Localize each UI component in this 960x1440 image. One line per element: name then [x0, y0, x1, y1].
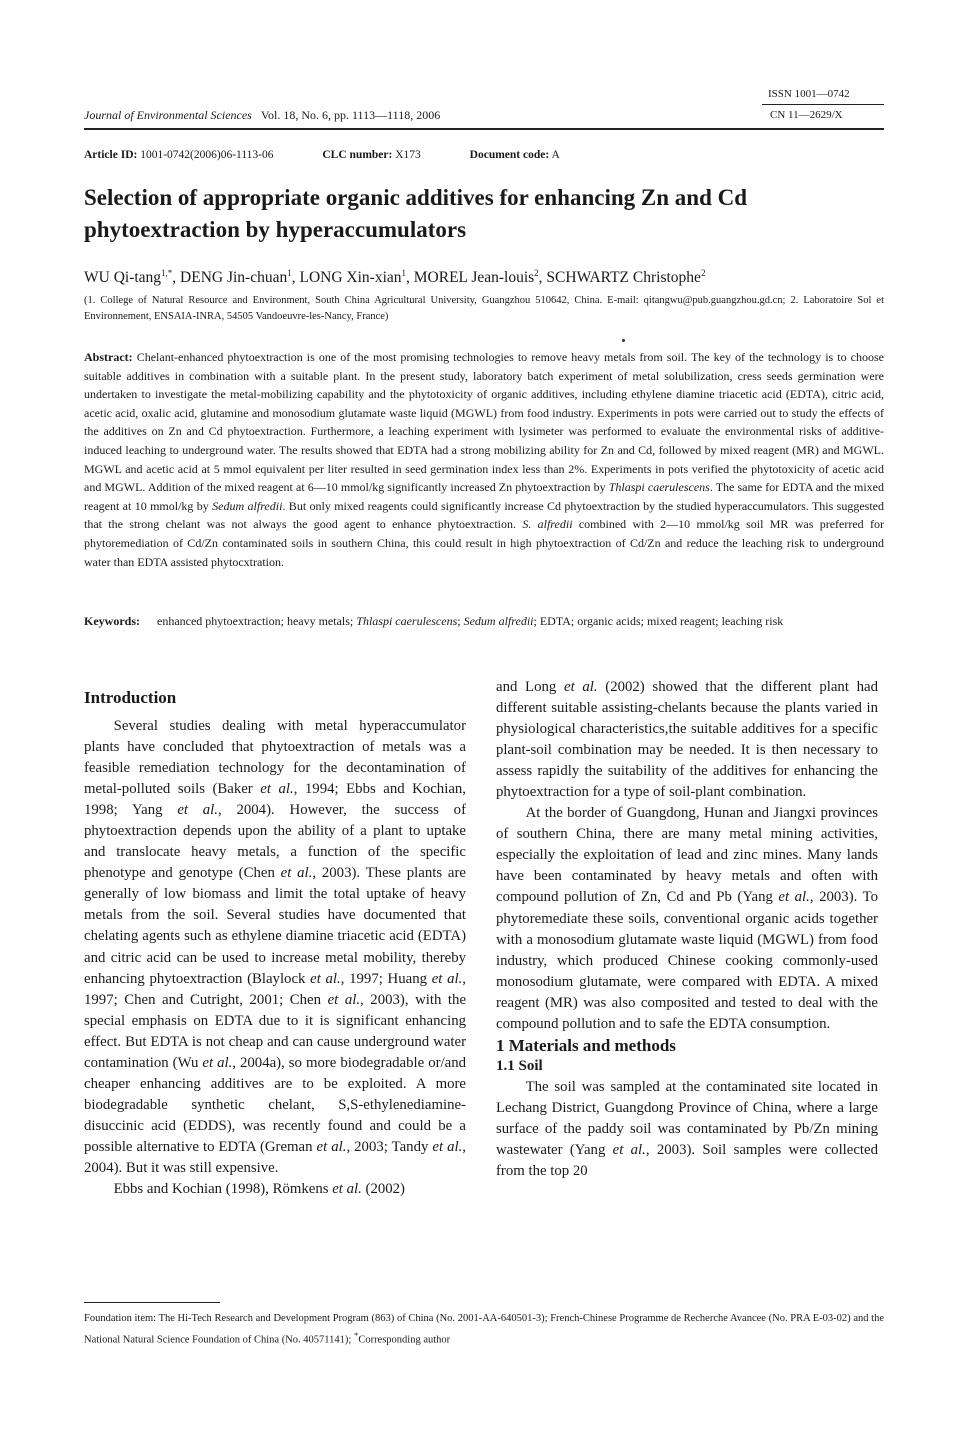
keyword-species: Sedum alfredii — [463, 614, 534, 628]
author-name: WU Qi-tang — [84, 269, 162, 287]
et-al: et al. — [177, 802, 218, 819]
soil-subheading: 1.1 Soil — [496, 1057, 543, 1074]
footnote-rule — [84, 1302, 220, 1303]
journal-volume: Vol. 18, No. 6, pp. 1113—1118, 2006 — [260, 108, 441, 122]
body-text: and Long — [496, 679, 564, 695]
left-column — [84, 716, 466, 1200]
footnote-text: Foundation item: The Hi-Tech Research and Development Program (863) of China (No. 2001-AA-640501-3); French-Chinese Programme de Recherche Avancee (No. PRA E-03-02) and the National Natural Science Foundation of China (No. 40571141); — [84, 1313, 884, 1346]
document-code: A — [551, 149, 560, 161]
species-name: Sedum alfredii — [212, 498, 283, 513]
keyword-species: Thlaspi caerulescens — [356, 614, 458, 628]
body-text: , 2003). Soil samples were collected from the top 20 — [496, 1142, 878, 1180]
body-text: At the border of Guangdong, Hunan and Jiangxi provinces of southern China, there are many metal mining activities, especially the exploitation of lead and zinc mines. Many lands have been contaminated by heavy metals and often with compound pollution of Zn, Cd and Pb (Yang — [496, 805, 878, 906]
body-text: , 2004a), so more biodegradable or/and cheaper enhancing additives are to be exploited. A more biodegradable synthetic chelant, S,S-ethylenediamine-disuccinic acid (EDDS), was recently found and could be a possible alternative to EDTA (Greman — [84, 1054, 466, 1155]
author-sup: 2 — [700, 268, 706, 278]
abstract — [84, 348, 884, 571]
article-id-label: Article ID: — [84, 149, 138, 161]
body-text: The soil was sampled at the contaminated site located in Lechang District, Guangdong Province of China, where a large surface of the paddy soil was contaminated by Pb/Zn mining wastewater (Yang — [496, 1078, 878, 1159]
document-code-label: Document code: — [469, 149, 550, 161]
corresponding-author: Corresponding author — [358, 1334, 451, 1346]
keywords-text — [84, 612, 884, 630]
author-name: LONG Xin-xian — [299, 269, 402, 287]
body-text: Ebbs and Kochian (1998), Römkens — [113, 1181, 333, 1198]
species-name: Thlaspi caerulescens — [608, 480, 710, 495]
et-al: et al. — [316, 1138, 347, 1155]
journal-name: Journal of Environmental Sciences — [84, 108, 252, 122]
author-name: MOREL Jean-louis — [413, 269, 535, 287]
author-sup: 2 — [534, 268, 539, 278]
abstract-text: . The same for EDTA and the mixed reagent at 10 mmol/kg by — [84, 480, 884, 513]
right-column — [496, 677, 878, 1182]
body-text: (2002) showed that the different plant had different suitable assisting-chelants because the plants varied in physiological characteristics,the suitable additives for a specific plant-soil combination may be needed. It is then necessary to assess rapidly the suitability of the additives for enhancing the phytoextraction for a type of soil-plant combination. — [496, 679, 879, 801]
et-al: et al. — [778, 889, 810, 906]
keyword-text: ; EDTA; organic acids; mixed reagent; leaching risk — [533, 614, 784, 628]
author-name: SCHWARTZ Christophe — [546, 269, 701, 287]
intro-paragraph — [84, 1179, 466, 1200]
et-al: et al. — [612, 1142, 646, 1159]
et-al: et al. — [564, 679, 598, 695]
article-info — [84, 149, 560, 161]
author-sup: 1 — [401, 268, 407, 278]
body-text: , 2004). But it was still expensive. — [84, 1138, 466, 1176]
keyword-text: enhanced phytoextraction; heavy metals; — [157, 614, 357, 628]
body-text: , 2003), with the special emphasis on EDTA due to it is significant enhancing effect. But EDTA is not cheap and can cause underground water contamination (Wu — [84, 991, 467, 1071]
body-text: , 2003). These plants are generally of low biomass and limit the total uptake of heavy metals from the soil. Several studies have documented that chelating agents such as ethylene diamine triacetic acid (EDTA) and citric acid can be used to increase metal mobility, thereby enhancing phytoextraction (Blaylock — [84, 865, 466, 987]
et-al: et al. — [327, 991, 361, 1008]
body-text: , 1997; Chen and Cutright, 2001; Chen — [84, 970, 466, 1008]
et-al: et al. — [280, 865, 313, 882]
footnote — [84, 1310, 884, 1349]
author-sup: 1,* — [161, 268, 173, 278]
et-al: et al. — [202, 1054, 233, 1071]
keywords — [84, 612, 884, 630]
abstract-label: Abstract: — [84, 350, 133, 364]
keyword-text: ; — [457, 614, 464, 628]
clc-label: CLC number: — [322, 149, 393, 161]
abstract-text: combined with 2—10 mmol/kg soil MR was preferred for phytoremediation of Cd/Zn contaminated soils in southern China, this could result in high phytoextraction of Cd/Zn and reduce the leaching risk to underground water than EDTA assisted phytocxtration. — [84, 517, 884, 569]
introduction-heading: Introduction — [84, 688, 177, 707]
article-id: 1001-0742(2006)06-1113-06 — [140, 149, 274, 161]
et-al: et al. — [310, 970, 341, 987]
species-name: S. alfredii — [522, 517, 573, 532]
author-name: DENG Jin-chuan — [180, 269, 288, 287]
journal-citation — [84, 108, 440, 123]
et-al: et al. — [260, 781, 294, 798]
intro-paragraph — [496, 677, 878, 803]
cn-number: CN 11—2629/X — [770, 109, 843, 121]
body-text: , 2004). However, the success of phytoextraction depends upon the ability of a plant to uptake and translocate heavy metals, a function of the specific phenotype and genotype (Chen — [84, 802, 466, 882]
author-sup: 1 — [287, 268, 292, 278]
body-text: Several studies dealing with metal hyperaccumulator plants have concluded that phytoextraction of metals was a feasible remediation technology for the decontamination of metal-polluted soils (Baker — [84, 718, 466, 798]
footnote-star: * — [353, 1330, 359, 1340]
paper-title: Selection of appropriate organic additives for enhancing Zn and Cd phytoextraction by hyperaccumulators — [84, 185, 748, 242]
methods-paragraph — [496, 1077, 878, 1182]
keywords-label: Keywords: — [84, 614, 140, 628]
body-text: , 2003). To phytoremediate these soils, conventional organic acids together with a monosodium glutamate waste liquid (MGWL) from food industry, which produced Chinese cooking commonly-used monosodium glutamate, were compared with EDTA. A mixed reagent (MR) was also composited and tested to deal with the compound pollution and to safe the EDTA consumption. — [496, 889, 878, 1032]
stray-dot — [622, 339, 625, 342]
et-al: et al. — [431, 970, 463, 987]
header-rule — [84, 128, 884, 130]
body-text: , 1997; Huang — [340, 970, 432, 987]
body-text: , 2003; Tandy — [346, 1138, 433, 1155]
et-al: et al. — [332, 1181, 362, 1198]
body-text: (2002) — [361, 1181, 405, 1198]
intro-paragraph — [496, 803, 878, 1035]
et-al: et al. — [432, 1138, 463, 1155]
header-rule-top — [762, 104, 884, 105]
abstract-text: Chelant-enhanced phytoextraction is one of the most promising technologies to remove heavy metals from soil. The key of the technology is to choose suitable additives in combination with a suitable plant. In the present study, laboratory batch experiment of metal solubilization, cress seeds germination were undertaken to investigate the metal-mobilizing capability and the phytotoxicity of organic additives, including ethylene diamine triacetic acid (EDTA), citric acid, acetic acid, oxalic acid, glutamine and monosodium glutamate waste liquid (MGWL) from food industry. Experiments in pots were carried out to study the effects of the additives on Zn and Cd phytoextraction. Furthermore, a leaching experiment with lysimeter was performed to evaluate the environmental risks of additive-induced leaching to underground water. The results showed that EDTA had a strong mobilizing ability for Zn and Cd, followed by mixed reagent (MR) and MGWL. MGWL and acetic acid at 5 mmol equivalent per liter resulted in seed germination index less than 2%. Experiments in pots verified the phytotoxicity of acetic acid and MGWL. Addition of the mixed reagent at 6—10 mmol/kg significantly increased Zn phytoextraction by — [84, 350, 885, 495]
methods-heading: 1 Materials and methods — [496, 1035, 676, 1055]
issn-number: ISSN 1001—0742 — [768, 88, 850, 100]
intro-paragraph — [84, 716, 466, 1179]
affiliations: (1. College of Natural Resource and Environment, South China Agricultural University, Guangzhou 510642, China. E-mail: qitangwu@pub.guangzhou.gd.cn; 2. Laboratoire Sol et Environnement, ENSAIA-INRA, 54505 Vandoeuvre-les-Nancy, France) — [84, 295, 884, 322]
clc-number: X173 — [395, 149, 421, 161]
abstract-text: . But only mixed reagents could significantly increase Cd phytoextraction by the studied hyperaccumulators. This suggested that the strong chelant was not always the good agent to enhance phytoextraction. — [84, 498, 884, 532]
body-text: , 1994; Ebbs and Kochian, 1998; Yang — [84, 781, 466, 819]
author-list: WU Qi-tang$^{1,*}$, DENG Jin-chuan$^1$, LONG Xin-xian$^1$, MOREL Jean-louis$^2$, SCHWARTZ Christophe$^2$ — [84, 268, 706, 287]
